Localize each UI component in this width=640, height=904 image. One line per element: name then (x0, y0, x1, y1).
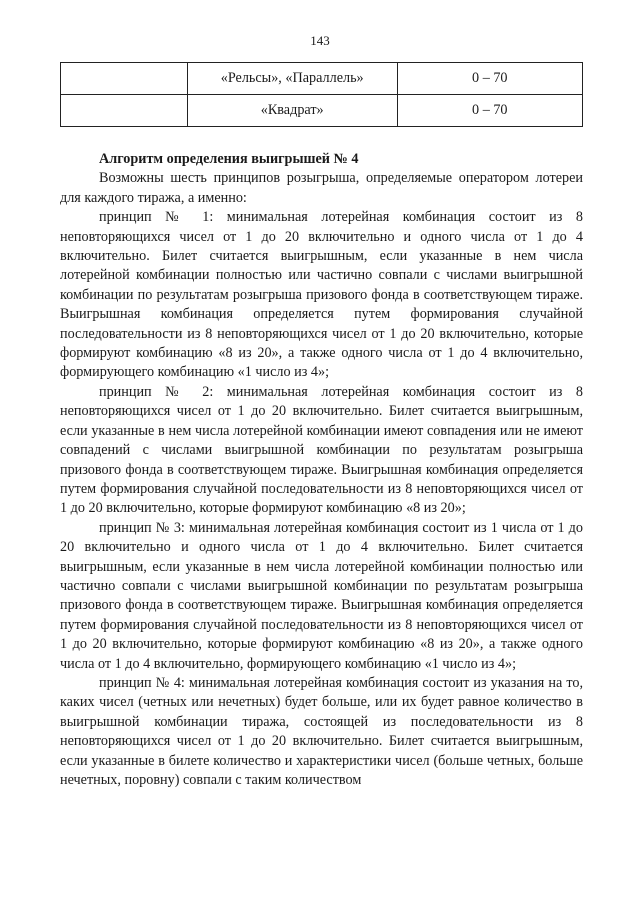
intro-paragraph: Возможны шесть принципов розыгрыша, определяемые оператором лотереи для каждого тиража, а именно: (60, 170, 583, 206)
table-cell (61, 95, 188, 127)
principle-3-paragraph: принцип № 3: минимальная лотерейная комбинация состоит из 1 числа от 1 до 20 включительно и одного числа от 1 до 4 включительно. Билет считается выигрышным, если указанные в нем числа лотерейной комбинации полностью или частично совпали с числами выигрышной комбинации по результатам розыгрыша призового фонда в соответствующем тираже. Выигрышная комбинация определяется путем формирования случайной последовательности из 8 неповторяющихся чисел от 1 до 20 включительно, которые формируют комбинацию «8 из 20», а также одного числа от 1 до 4 включительно, формирующего комбинацию «1 число из 4»; (60, 519, 583, 672)
principle-2-paragraph: принцип № 2: минимальная лотерейная комбинация состоит из 8 неповторяющихся чисел от 1 до 20 включительно. Билет считается выигрышным, если указанные в нем числа лотерейной комбинации имеют совпадения или не имеют совпадений с числами выигрышной комбинации по результатам розыгрыша призового фонда в соответствующем тираже. Выигрышная комбинация определяется путем формирования случайной последовательности из 8 неповторяющихся чисел от 1 до 20 включительно, которые формируют комбинацию «8 из 20»; (60, 383, 583, 517)
page-number: 143 (310, 33, 330, 48)
parameters-table (60, 62, 583, 127)
document-body (60, 150, 583, 790)
table-cell (61, 63, 188, 95)
principle-4-paragraph: принцип № 4: минимальная лотерейная комбинация состоит из указания на то, каких чисел (четных или нечетных) будет больше, или их будет равное количество в выигрышной комбинации тиража, состоящей из последовательности из 8 неповторяющихся чисел от 1 до 20 включительно. Билет считается выигрышным, если указанные в билете количество и характеристики чисел (больше четных, больше нечетных, поровну) совпали с таким количеством (60, 674, 583, 788)
principle-1-paragraph: принцип № 1: минимальная лотерейная комбинация состоит из 8 неповторяющихся чисел от 1 до 20 включительно и одного числа от 1 до 4 включительно. Билет считается выигрышным, если указанные в нем числа лотерейной комбинации полностью или частично совпали с числами выигрышной комбинации по результатам розыгрыша призового фонда в соответствующем тираже. Выигрышная комбинация определяется путем формирования случайной последовательности из 8 неповторяющихся чисел от 1 до 20 включительно, которые формируют комбинацию «8 из 20», а также одного числа от 1 до 4 включительно, формирующего комбинацию «1 число из 4»; (60, 209, 583, 381)
table-cell-range: 0 – 70 (397, 95, 582, 127)
table-cell-game-name: «Рельсы», «Параллель» (187, 63, 397, 95)
table-row (61, 95, 583, 127)
section-heading: Алгоритм определения выигрышей № 4 (99, 151, 359, 167)
table-cell-game-name: «Квадрат» (187, 95, 397, 127)
table-cell-range: 0 – 70 (397, 63, 582, 95)
table-row (61, 63, 583, 95)
